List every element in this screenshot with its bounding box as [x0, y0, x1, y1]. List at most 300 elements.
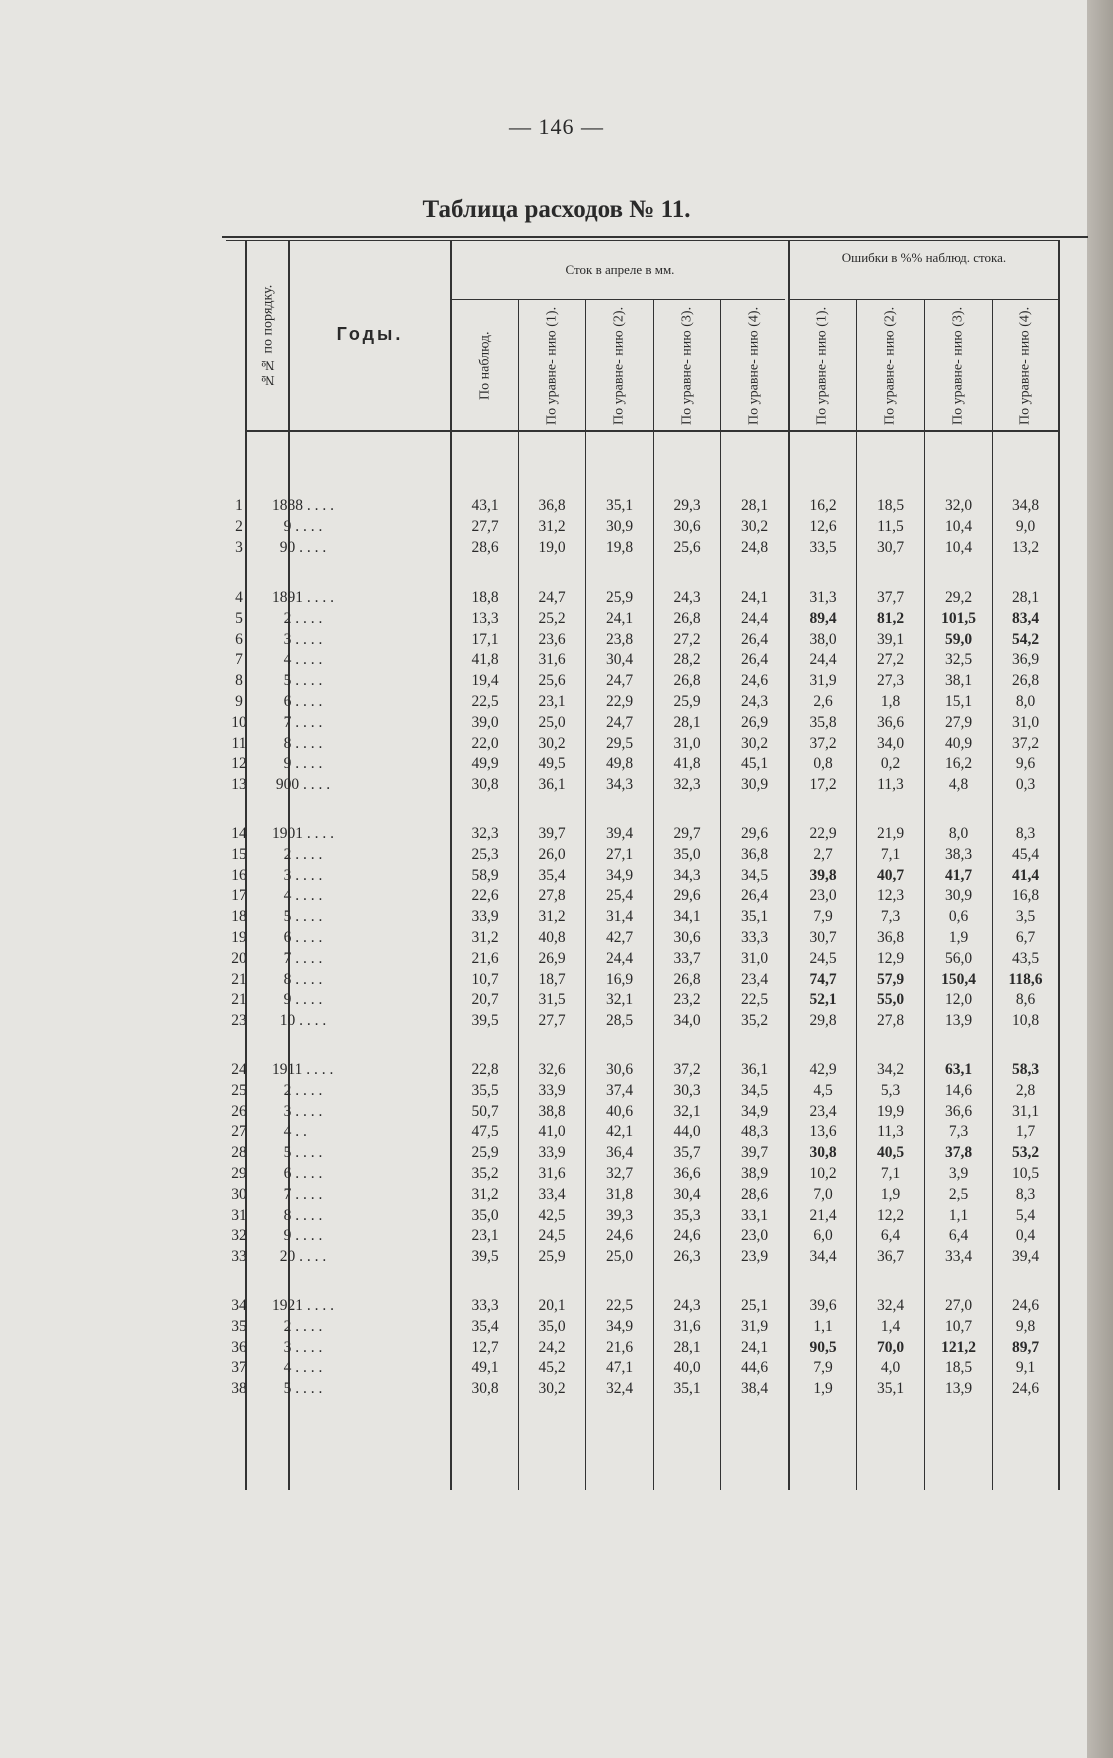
table-cell: 24,6	[1011, 1297, 1040, 1314]
table-cell: 45,2	[538, 1359, 566, 1377]
table-cell: 23,0	[809, 887, 837, 905]
table-row	[235, 630, 1055, 650]
row-number: 24	[231, 1061, 247, 1078]
table-cell: 26,3	[673, 1248, 701, 1266]
table-cell: 53,2	[1011, 1144, 1040, 1162]
table-cell: 36,8	[876, 929, 905, 946]
table-cell: 0,8	[813, 755, 833, 773]
table-cell: 33,1	[740, 1206, 769, 1224]
table-row	[231, 1060, 1055, 1080]
row-number: 23	[231, 1012, 247, 1030]
row-number: 28	[231, 1144, 247, 1162]
table-cell: 32,4	[876, 1297, 905, 1314]
table-cell: 34,0	[876, 734, 905, 752]
table-row	[235, 538, 1055, 558]
table-cell: 70,0	[876, 1338, 905, 1356]
table-cell: 30,2	[538, 1380, 566, 1398]
table-cell: 0,6	[948, 908, 969, 926]
table-cell: 32,5	[944, 651, 973, 669]
table-cell: 19,0	[538, 538, 566, 556]
row-number: 8	[235, 672, 243, 690]
table-cell: 10,7	[471, 970, 499, 988]
table-cell: 22,8	[471, 1061, 499, 1078]
table-cell: 39,5	[471, 1012, 499, 1030]
table-cell: 32,4	[605, 1380, 634, 1398]
table-top-rule-thin	[226, 240, 1060, 241]
table-cell: 32,1	[605, 991, 634, 1009]
table-cell: 56,0	[944, 949, 973, 967]
table-cell: 31,2	[471, 1185, 499, 1203]
table-cell: 44,0	[673, 1123, 701, 1141]
table-cell: 8,3	[1015, 1185, 1036, 1203]
table-cell: 23,2	[673, 991, 701, 1009]
table-row	[231, 1247, 1055, 1267]
table-cell: 6,0	[813, 1227, 833, 1245]
table-cell: 24,3	[673, 1297, 701, 1314]
table-cell: 29,3	[673, 497, 701, 514]
table-cell: 29,5	[605, 734, 634, 752]
table-cell: 27,2	[673, 630, 701, 648]
table-cell: 17,1	[471, 630, 499, 648]
row-number: 6	[235, 630, 243, 648]
table-row	[231, 1122, 1055, 1142]
table-cell: 23,4	[809, 1102, 837, 1120]
header-observed: По наблюд.	[477, 331, 493, 401]
row-number: 33	[231, 1248, 247, 1266]
table-cell: 31,8	[605, 1185, 634, 1203]
row-year: 10 . . . .	[272, 1012, 327, 1030]
table-cell: 26,9	[538, 949, 566, 967]
table-row	[235, 671, 1055, 691]
table-row	[231, 845, 1055, 865]
row-year: 7 . . . .	[272, 949, 323, 967]
table-cell: 18,5	[876, 497, 905, 514]
table-cell: 7,9	[813, 908, 833, 926]
row-year: 8 . . . .	[272, 1206, 323, 1224]
table-cell: 31,0	[740, 949, 769, 967]
table-cell: 34,9	[605, 1317, 634, 1335]
table-cell: 36,1	[740, 1061, 769, 1078]
row-number: 29	[231, 1165, 247, 1182]
table-cell: 23,4	[740, 970, 769, 988]
table-cell: 24,6	[673, 1227, 701, 1245]
table-cell: 31,3	[809, 589, 837, 606]
row-year: 9 . . . .	[272, 755, 323, 773]
table-cell: 11,3	[877, 1123, 904, 1141]
row-year: 9 . . . .	[272, 991, 323, 1009]
table-cell: 30,6	[605, 1061, 634, 1078]
table-cell: 35,1	[876, 1380, 905, 1398]
table-cell: 30,8	[471, 776, 499, 794]
table-cell: 39,6	[809, 1297, 837, 1314]
row-number: 36	[231, 1338, 247, 1356]
table-cell: 22,9	[605, 693, 634, 710]
row-number: 21	[231, 970, 247, 988]
table-cell: 7,1	[880, 1165, 901, 1182]
row-year: 6 . . . .	[272, 1165, 323, 1182]
table-cell: 34,3	[673, 866, 701, 884]
table-cell: 20,1	[538, 1297, 566, 1314]
table-cell: 35,4	[471, 1317, 499, 1335]
table-cell: 25,6	[538, 672, 566, 690]
table-cell: 6,7	[1015, 929, 1036, 946]
table-cell: 41,8	[471, 651, 499, 669]
table-cell: 9,1	[1015, 1359, 1036, 1377]
table-row	[231, 1379, 1055, 1399]
table-cell: 30,9	[605, 517, 634, 535]
table-cell: 12,7	[471, 1338, 499, 1356]
table-cell: 8,6	[1015, 991, 1036, 1009]
table-cell: 45,4	[1011, 845, 1040, 863]
table-cell: 31,6	[538, 1165, 566, 1182]
row-year: 90 . . . .	[272, 538, 327, 556]
table-cell: 42,5	[538, 1206, 566, 1224]
table-cell: 34,0	[673, 1012, 701, 1030]
group-divider-left	[450, 299, 785, 300]
table-cell: 24,3	[673, 589, 701, 606]
table-cell: 40,5	[876, 1144, 905, 1162]
table-cell: 29,6	[740, 825, 769, 842]
table-cell: 21,6	[605, 1338, 634, 1356]
row-year: 4 . .	[272, 1123, 307, 1141]
table-cell: 10,2	[809, 1165, 837, 1182]
row-number: 16	[231, 866, 247, 884]
table-cell: 42,7	[605, 929, 634, 946]
table-cell: 10,4	[944, 517, 973, 535]
table-cell: 32,1	[673, 1102, 701, 1120]
table-cell: 18,5	[944, 1359, 973, 1377]
table-cell: 41,7	[944, 866, 973, 884]
table-cell: 24,4	[740, 609, 769, 627]
row-year: 9 . . . .	[272, 517, 323, 535]
row-year: 2 . . . .	[272, 845, 323, 863]
table-title: Таблица расходов № 11.	[422, 196, 691, 223]
table-row	[231, 1296, 1055, 1316]
header-err-eq1: По уравне- нию (1).	[814, 306, 830, 426]
table-cell: 26,4	[740, 651, 769, 669]
table-cell: 23,9	[740, 1248, 769, 1266]
table-cell: 25,3	[471, 845, 499, 863]
header-row-number: №№ по порядку.	[260, 284, 276, 388]
table-cell: 81,2	[876, 609, 905, 627]
table-row	[231, 824, 1055, 844]
table-row	[231, 1358, 1055, 1378]
table-cell: 28,5	[605, 1012, 634, 1030]
table-cell: 37,7	[876, 589, 905, 606]
table-cell: 32,7	[605, 1165, 634, 1182]
table-cell: 28,1	[1011, 589, 1040, 606]
row-number: 31	[231, 1206, 247, 1224]
table-cell: 39,4	[1011, 1248, 1040, 1266]
table-cell: 47,1	[605, 1359, 634, 1377]
table-cell: 2,6	[813, 693, 833, 710]
table-row	[231, 1164, 1055, 1184]
row-year: 2 . . . .	[272, 1081, 323, 1099]
table-cell: 36,7	[876, 1248, 905, 1266]
table-cell: 13,9	[944, 1012, 973, 1030]
table-cell: 31,9	[809, 672, 837, 690]
table-cell: 4,8	[948, 776, 969, 794]
table-cell: 31,0	[1011, 713, 1040, 731]
table-cell: 31,4	[605, 908, 634, 926]
table-cell: 35,1	[740, 908, 769, 926]
table-cell: 33,3	[740, 929, 769, 946]
table-cell: 22,0	[471, 734, 499, 752]
table-cell: 25,9	[538, 1248, 566, 1266]
table-cell: 24,1	[740, 589, 769, 606]
row-number: 13	[231, 776, 247, 794]
table-cell: 38,3	[944, 845, 973, 863]
row-number: 27	[231, 1123, 247, 1141]
table-cell: 36,9	[1011, 651, 1040, 669]
table-cell: 30,4	[605, 651, 634, 669]
table-cell: 24,6	[605, 1227, 634, 1245]
table-row	[235, 517, 1055, 537]
table-cell: 48,3	[740, 1123, 769, 1141]
table-cell: 30,8	[809, 1144, 837, 1162]
table-cell: 35,0	[673, 845, 701, 863]
table-cell: 40,8	[538, 929, 566, 946]
table-cell: 7,0	[813, 1185, 833, 1203]
table-cell: 1,1	[813, 1317, 833, 1335]
table-cell: 27,9	[944, 713, 973, 731]
table-cell: 1,9	[948, 929, 969, 946]
table-cell: 16,2	[944, 755, 973, 773]
table-cell: 39,7	[538, 825, 566, 842]
table-cell: 26,9	[740, 713, 769, 731]
table-cell: 7,9	[813, 1359, 833, 1377]
row-number: 12	[231, 755, 247, 773]
table-cell: 63,1	[944, 1061, 973, 1078]
row-year: 7 . . . .	[272, 713, 323, 731]
table-cell: 23,0	[740, 1227, 769, 1245]
table-cell: 24,2	[538, 1338, 566, 1356]
row-number: 15	[231, 845, 247, 863]
table-cell: 32,6	[538, 1061, 566, 1078]
row-year: 6 . . . .	[272, 929, 323, 946]
table-cell: 9,8	[1015, 1317, 1036, 1335]
table-cell: 7,3	[880, 908, 901, 926]
table-cell: 26,4	[740, 630, 769, 648]
row-year: 9 . . . .	[272, 1227, 323, 1245]
col-line	[1058, 240, 1060, 1490]
table-row	[231, 713, 1055, 733]
table-cell: 32,3	[673, 776, 701, 794]
table-cell: 90,5	[809, 1338, 837, 1356]
row-number: 25	[231, 1081, 247, 1099]
table-cell: 26,4	[740, 887, 769, 905]
table-cell: 23,1	[471, 1227, 499, 1245]
table-cell: 13,3	[471, 609, 499, 627]
table-row	[235, 496, 1055, 516]
table-cell: 14,6	[944, 1081, 973, 1099]
table-cell: 38,8	[538, 1102, 566, 1120]
table-cell: 25,9	[673, 693, 701, 710]
table-cell: 121,2	[941, 1338, 976, 1356]
table-cell: 9,0	[1015, 517, 1036, 535]
row-number: 20	[231, 949, 247, 967]
row-year: 2 . . . .	[272, 1317, 323, 1335]
table-cell: 30,6	[673, 517, 701, 535]
table-cell: 22,5	[471, 693, 499, 710]
table-row	[235, 609, 1055, 629]
table-cell: 21,4	[809, 1206, 837, 1224]
table-cell: 30,7	[876, 538, 905, 556]
table-cell: 24,7	[538, 589, 566, 606]
table-cell: 8,0	[948, 825, 969, 842]
table-cell: 0,3	[1015, 776, 1036, 794]
table-cell: 9,6	[1015, 755, 1036, 773]
table-cell: 25,0	[538, 713, 566, 731]
table-row	[231, 1317, 1055, 1337]
table-cell: 35,5	[471, 1081, 499, 1099]
table-cell: 26,8	[673, 672, 701, 690]
table-cell: 25,2	[538, 609, 566, 627]
table-cell: 30,7	[809, 929, 837, 946]
row-year: 1911 . . . .	[272, 1061, 334, 1078]
table-cell: 44,6	[740, 1359, 769, 1377]
table-cell: 40,9	[944, 734, 973, 752]
table-cell: 35,2	[471, 1165, 499, 1182]
table-row	[235, 650, 1055, 670]
row-number: 26	[231, 1102, 247, 1120]
table-row	[231, 1206, 1055, 1226]
table-cell: 28,6	[740, 1185, 769, 1203]
table-cell: 4,5	[813, 1081, 833, 1099]
table-cell: 101,5	[941, 609, 976, 627]
table-cell: 25,9	[471, 1144, 499, 1162]
table-row	[231, 866, 1055, 886]
table-row	[231, 1185, 1055, 1205]
table-cell: 35,0	[471, 1206, 499, 1224]
row-year: 6 . . . .	[272, 693, 323, 710]
table-cell: 34,5	[740, 1081, 769, 1099]
table-cell: 31,2	[538, 908, 566, 926]
table-cell: 34,9	[740, 1102, 769, 1120]
table-cell: 43,1	[471, 497, 499, 514]
table-cell: 34,3	[605, 776, 634, 794]
table-cell: 19,8	[605, 538, 634, 556]
table-cell: 17,2	[809, 776, 837, 794]
table-cell: 36,6	[673, 1165, 701, 1182]
table-cell: 24,6	[740, 672, 769, 690]
table-cell: 29,8	[809, 1012, 837, 1030]
table-cell: 38,4	[740, 1380, 769, 1398]
table-cell: 32,3	[471, 825, 499, 842]
table-cell: 32,0	[944, 497, 973, 514]
header-eq1: По уравне- нию (1).	[544, 306, 560, 426]
row-number: 7	[235, 651, 243, 669]
header-eq4: По уравне- нию (4).	[746, 306, 762, 426]
table-cell: 12,0	[944, 991, 973, 1009]
table-cell: 5,4	[1015, 1206, 1036, 1224]
table-cell: 34,9	[605, 866, 634, 884]
table-cell: 39,7	[740, 1144, 769, 1162]
table-row	[231, 886, 1055, 906]
row-year: 5 . . . .	[272, 1380, 323, 1398]
table-cell: 1,9	[813, 1380, 833, 1398]
table-cell: 37,4	[605, 1081, 634, 1099]
table-cell: 12,9	[876, 949, 905, 967]
table-row	[231, 907, 1055, 927]
table-cell: 12,2	[876, 1206, 905, 1224]
table-cell: 37,8	[944, 1144, 973, 1162]
table-cell: 35,8	[809, 713, 837, 731]
header-eq2: По уравне- нию (2).	[611, 306, 627, 426]
table-cell: 18,8	[471, 589, 499, 606]
table-cell: 34,2	[876, 1061, 905, 1078]
header-group-errors: Ошибки в %% наблюд. стока.	[841, 250, 1007, 265]
table-cell: 43,5	[1011, 949, 1040, 967]
table-cell: 13,9	[944, 1380, 973, 1398]
table-cell: 31,2	[538, 517, 566, 535]
table-cell: 31,6	[673, 1317, 701, 1335]
table-cell: 34,5	[740, 866, 769, 884]
table-cell: 30,9	[944, 887, 973, 905]
table-cell: 36,6	[944, 1102, 973, 1120]
table-cell: 1,8	[880, 693, 901, 710]
table-cell: 30,9	[740, 776, 769, 794]
table-row	[231, 1011, 1055, 1031]
row-number: 3	[235, 538, 243, 556]
table-cell: 2,5	[948, 1185, 969, 1203]
table-cell: 35,1	[673, 1380, 701, 1398]
table-cell: 25,6	[673, 538, 701, 556]
row-number: 9	[235, 693, 243, 710]
table-cell: 37,2	[809, 734, 837, 752]
table-cell: 1,7	[1015, 1123, 1036, 1141]
row-number: 19	[231, 929, 247, 946]
table-row	[231, 1081, 1055, 1101]
table-cell: 39,0	[471, 713, 499, 731]
row-year: 1888 . . . .	[272, 497, 334, 514]
row-year: 1891 . . . .	[272, 589, 334, 606]
table-cell: 31,5	[538, 991, 566, 1009]
table-cell: 49,9	[471, 755, 499, 773]
table-cell: 28,2	[673, 651, 701, 669]
table-cell: 36,1	[538, 776, 566, 794]
table-cell: 24,1	[605, 609, 634, 627]
table-cell: 12,6	[809, 517, 837, 535]
table-cell: 42,1	[605, 1123, 634, 1141]
table-cell: 3,9	[948, 1165, 969, 1182]
table-cell: 6,4	[880, 1227, 901, 1245]
table-row	[231, 949, 1055, 969]
table-cell: 49,5	[538, 755, 566, 773]
table-cell: 34,1	[673, 908, 701, 926]
table-cell: 30,4	[673, 1185, 701, 1203]
row-number: 32	[231, 1227, 247, 1245]
table-cell: 35,2	[740, 1012, 769, 1030]
table-cell: 19,4	[471, 672, 499, 690]
row-number: 30	[231, 1185, 247, 1203]
table-cell: 10,8	[1011, 1012, 1040, 1030]
table-cell: 50,7	[471, 1102, 499, 1120]
table-row	[231, 1102, 1055, 1122]
table-cell: 27,8	[538, 887, 566, 905]
table-cell: 22,6	[471, 887, 499, 905]
table-cell: 36,8	[740, 845, 769, 863]
table-cell: 22,5	[605, 1297, 634, 1314]
table-cell: 1,9	[880, 1185, 901, 1203]
table-cell: 27,7	[538, 1012, 566, 1030]
table-cell: 36,4	[605, 1144, 634, 1162]
table-cell: 21,6	[471, 949, 499, 967]
table-cell: 38,1	[944, 672, 973, 690]
table-cell: 24,3	[740, 693, 769, 710]
table-cell: 16,9	[605, 970, 634, 988]
table-cell: 24,5	[809, 949, 837, 967]
